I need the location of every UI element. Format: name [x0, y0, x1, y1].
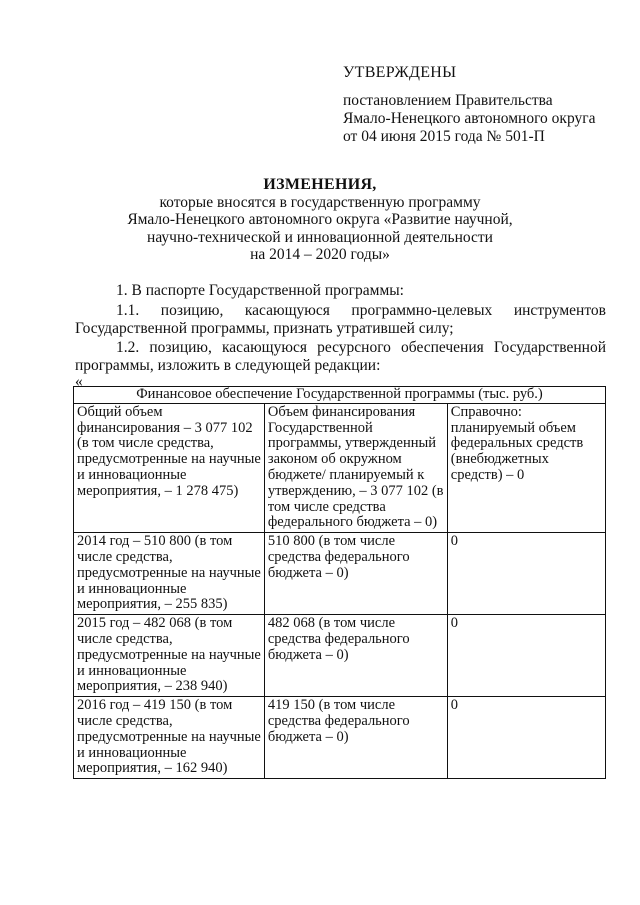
approval-line-1: постановлением Правительства: [343, 92, 553, 109]
paragraph-1-1-line-1: 1.1. позицию, касающуюся программно-целевых инструментов: [116, 302, 606, 319]
approval-line-3: от 04 июня 2015 года № 501-П: [343, 128, 545, 145]
approval-heading: УТВЕРЖДЕНЫ: [343, 64, 457, 81]
table-cell: Справочно: планируемый объем федеральных средств (внебюджетных средств) – 0: [447, 403, 605, 532]
table-cell: 0: [447, 533, 605, 615]
paragraph-1: 1. В паспорте Государственной программы:: [116, 282, 404, 299]
table-cell: 482 068 (в том числе средства федерального бюджета – 0): [264, 615, 447, 697]
table-row: [74, 403, 606, 532]
table-cell: 2015 год – 482 068 (в том числе средства, предусмотренные на научные и инновационные мероприятия, – 238 940): [74, 615, 265, 697]
table-header-cell: Финансовое обеспечение Государственной программы (тыс. руб.): [74, 387, 606, 404]
paragraph-1-2-line-1: 1.2. позицию, касающуюся ресурсного обеспечения Государственной: [116, 339, 606, 356]
paragraph-1-1-line-2: Государственной программы, признать утратившей силу;: [75, 320, 454, 337]
approval-line-2: Ямало-Ненецкого автономного округа: [343, 110, 596, 127]
table-cell: 2014 год – 510 800 (в том числе средства, предусмотренные на научные и инновационные мероприятия, – 255 835): [74, 533, 265, 615]
table-cell: 0: [447, 697, 605, 779]
title-line-3: научно-технической и инновационной деятельности: [147, 228, 493, 246]
approval-block: [343, 64, 595, 146]
title-line-2: Ямало-Ненецкого автономного округа «Развитие научной,: [127, 211, 513, 228]
opening-quote: «: [75, 373, 83, 390]
table-cell: 2016 год – 419 150 (в том числе средства, предусмотренные на научные и инновационные мероприятия, – 162 940): [74, 697, 265, 779]
table-row: [74, 533, 606, 615]
title-line-4: на 2014 – 2020 годы»: [250, 246, 390, 263]
table-cell: Общий объем финансирования – 3 077 102 (в том числе средства, предусмотренные на научные и инновационные мероприятия, – 1 278 475): [74, 403, 265, 532]
table-cell: 510 800 (в том числе средства федерального бюджета – 0): [264, 533, 447, 615]
financing-table: [73, 386, 606, 779]
table-row: [74, 697, 606, 779]
table-header-row: [74, 387, 606, 404]
title-heading: ИЗМЕНЕНИЯ,: [263, 176, 377, 193]
paragraph-1-2-line-2: программы, изложить в следующей редакции:: [75, 357, 381, 374]
table-row: [74, 615, 606, 697]
table-cell: Объем финансирования Государственной программы, утвержденный законом об окружном бюджете/ планируемый к утверждению, – 3 077 102 (в том числе средства федерального бюджета – 0): [264, 403, 447, 532]
title-line-1: которые вносятся в государственную программу: [159, 193, 481, 211]
table-cell: 0: [447, 615, 605, 697]
table-cell: 419 150 (в том числе средства федерального бюджета – 0): [264, 697, 447, 779]
document-title: [0, 176, 640, 264]
